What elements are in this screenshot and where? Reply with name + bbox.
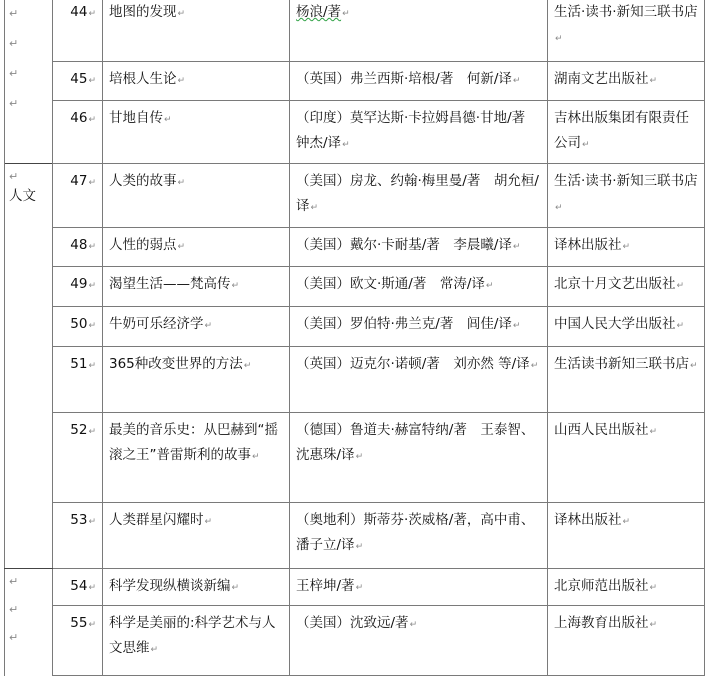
paragraph-mark: ↵: [649, 620, 658, 630]
paragraph-mark: ↵: [310, 203, 319, 213]
table-row: [5, 307, 705, 347]
paragraph-mark: ↵: [88, 9, 96, 19]
author-cell: [290, 228, 548, 267]
publisher-cell: [548, 307, 705, 347]
paragraph-mark: ↵: [177, 9, 186, 19]
book-title: 人类群星闪耀时: [109, 512, 204, 528]
book-author: （美国）房龙、约翰·梅里曼/著 胡允桓/译: [296, 173, 539, 214]
paragraph-mark: ↵: [252, 452, 260, 462]
table-row: [5, 101, 705, 164]
book-author: （奥地利）斯蒂芬·茨威格/著，高中甫、潘子立/译: [296, 512, 535, 553]
book-publisher: 生活读书新知三联书店: [554, 356, 689, 372]
row-number: 47: [70, 173, 88, 189]
category-cell-bottom: [5, 569, 53, 676]
paragraph-mark: ↵: [512, 76, 521, 86]
author-cell: [290, 307, 548, 347]
paragraph-mark: ↵: [690, 361, 698, 371]
row-number: 50: [70, 316, 88, 332]
paragraph-mark: ↵: [622, 242, 631, 252]
paragraph-mark: ↵: [88, 517, 96, 527]
title-cell: [103, 503, 290, 569]
paragraph-mark: ↵: [243, 361, 252, 371]
title-cell: [103, 101, 290, 164]
author-cell: [290, 267, 548, 307]
paragraph-mark: ↵: [177, 242, 186, 252]
paragraph-mark: ↵: [355, 542, 364, 552]
paragraph-mark: ↵: [204, 321, 213, 331]
paragraph-mark: ↵: [9, 603, 19, 616]
paragraph-mark: ↵: [150, 645, 159, 655]
publisher-cell: [548, 606, 705, 676]
row-number: 54: [70, 578, 88, 594]
row-number: 48: [70, 237, 88, 253]
author-cell: [290, 606, 548, 676]
row-number-cell: [53, 569, 103, 606]
author-cell: [290, 347, 548, 413]
publisher-cell: [548, 503, 705, 569]
row-number: 55: [70, 615, 88, 631]
title-cell: [103, 164, 290, 228]
book-title: 365种改变世界的方法: [109, 356, 243, 372]
row-number-cell: [53, 503, 103, 569]
paragraph-mark: ↵: [204, 517, 213, 527]
book-publisher: 山西人民出版社: [554, 422, 649, 438]
row-number-cell: [53, 606, 103, 676]
row-number-cell: [53, 164, 103, 228]
paragraph-mark: ↵: [177, 76, 186, 86]
book-author: （英国）迈克尔·诺顿/著 刘亦然 等/译: [296, 356, 530, 372]
row-number: 44: [70, 4, 88, 20]
paragraph-mark: ↵: [88, 620, 96, 630]
book-author: （印度）莫罕达斯·卡拉姆昌德·甘地/著 钟杰/译: [296, 110, 539, 151]
paragraph-mark: ↵: [409, 620, 418, 630]
book-author: （美国）罗伯特·弗兰克/著 闾佳/译: [296, 316, 512, 332]
book-author: （美国）欧文·斯通/著 常涛/译: [296, 276, 485, 292]
paragraph-mark: ↵: [88, 281, 96, 291]
table-row: [5, 413, 705, 503]
publisher-cell: [548, 164, 705, 228]
paragraph-mark: ↵: [9, 66, 19, 80]
author-cell: [290, 62, 548, 101]
paragraph-mark: ↵: [355, 452, 364, 462]
paragraph-mark: ↵: [582, 140, 590, 150]
row-number: 53: [70, 512, 88, 528]
author-cell: [290, 503, 548, 569]
book-publisher: 吉林出版集团有限责任公司: [554, 110, 689, 151]
paragraph-mark: ↵: [9, 96, 19, 110]
title-cell: [103, 267, 290, 307]
paragraph-mark: ↵: [555, 34, 563, 44]
table-row: [5, 347, 705, 413]
row-number: 49: [70, 276, 88, 292]
paragraph-mark: ↵: [676, 281, 685, 291]
paragraph-mark: ↵: [649, 427, 658, 437]
title-cell: [103, 228, 290, 267]
paragraph-mark: ↵: [649, 583, 658, 593]
paragraph-mark: ↵: [9, 36, 19, 50]
book-author: 杨浪/著: [296, 4, 342, 20]
publisher-cell: [548, 0, 705, 62]
table-row: [5, 569, 705, 606]
title-cell: [103, 569, 290, 606]
paragraph-mark: ↵: [622, 517, 631, 527]
book-title: 人类的故事: [109, 173, 177, 189]
book-title: 科学是美丽的:科学艺术与人文思维: [109, 615, 276, 656]
paragraph-mark: ↵: [485, 281, 494, 291]
paragraph-mark: ↵: [649, 76, 658, 86]
publisher-cell: [548, 101, 705, 164]
book-publisher: 译林出版社: [554, 237, 622, 253]
book-author: （德国）鲁道夫·赫富特纳/著 王泰智、沈惠珠/译: [296, 422, 535, 463]
paragraph-mark: ↵: [88, 76, 96, 86]
book-author: 王梓坤/著: [296, 578, 355, 594]
row-number: 46: [70, 110, 88, 126]
category-cell-humanities: [5, 164, 53, 569]
row-number-cell: [53, 413, 103, 503]
row-number-cell: [53, 62, 103, 101]
publisher-cell: [548, 347, 705, 413]
paragraph-mark: ↵: [355, 583, 364, 593]
publisher-cell: [548, 569, 705, 606]
publisher-cell: [548, 267, 705, 307]
paragraph-mark: ↵: [88, 178, 96, 188]
book-title: 牛奶可乐经济学: [109, 316, 204, 332]
book-title: 地图的发现: [109, 4, 177, 20]
publisher-cell: [548, 228, 705, 267]
row-number: 45: [70, 71, 88, 87]
paragraph-mark: ↵: [88, 583, 96, 593]
paragraph-mark: ↵: [88, 321, 96, 331]
paragraph-mark: ↵: [342, 9, 350, 19]
table-row: [5, 62, 705, 101]
row-number: 52: [70, 422, 88, 438]
book-publisher: 湖南文艺出版社: [554, 71, 649, 87]
row-number-cell: [53, 101, 103, 164]
book-publisher: 生活·读书·新知三联书店: [554, 173, 698, 189]
book-title: 培根人生论: [109, 71, 177, 87]
author-cell: [290, 413, 548, 503]
title-cell: [103, 62, 290, 101]
book-title: 渴望生活——梵高传: [109, 276, 231, 292]
paragraph-mark: ↵: [555, 203, 563, 213]
category-label: 人文: [9, 188, 36, 204]
book-list-table: [4, 0, 705, 676]
book-author: （英国）弗兰西斯·培根/著 何新/译: [296, 71, 512, 87]
title-cell: [103, 606, 290, 676]
paragraph-mark: ↵: [88, 361, 96, 371]
table-row: [5, 0, 705, 62]
table-row: [5, 164, 705, 228]
publisher-cell: [548, 62, 705, 101]
author-cell: [290, 101, 548, 164]
book-publisher: 生活·读书·新知三联书店: [554, 4, 698, 20]
paragraph-mark: ↵: [676, 321, 685, 331]
paragraph-mark: ↵: [342, 140, 350, 150]
row-number: 51: [70, 356, 88, 372]
title-cell: [103, 307, 290, 347]
row-number-cell: [53, 228, 103, 267]
author-cell: [290, 569, 548, 606]
row-number-cell: [53, 347, 103, 413]
author-cell: [290, 164, 548, 228]
table-row: [5, 606, 705, 676]
table-row: [5, 503, 705, 569]
paragraph-mark: ↵: [9, 170, 19, 183]
paragraph-mark: ↵: [177, 178, 186, 188]
book-publisher: 上海教育出版社: [554, 615, 649, 631]
book-author: （美国）沈致远/著: [296, 615, 409, 631]
book-publisher: 北京师范出版社: [554, 578, 649, 594]
paragraph-mark: ↵: [530, 361, 539, 371]
paragraph-mark: ↵: [9, 6, 19, 20]
row-number-cell: [53, 267, 103, 307]
book-title: 最美的音乐史：从巴赫到“摇滚之王”普雷斯利的故事: [109, 422, 278, 463]
title-cell: [103, 0, 290, 62]
title-cell: [103, 347, 290, 413]
paragraph-mark: ↵: [88, 427, 96, 437]
row-number-cell: [53, 307, 103, 347]
paragraph-mark: ↵: [164, 115, 172, 125]
paragraph-mark: ↵: [231, 281, 240, 291]
author-cell: [290, 0, 548, 62]
paragraph-mark: ↵: [9, 575, 19, 588]
paragraph-mark: ↵: [88, 115, 96, 125]
book-publisher: 中国人民大学出版社: [554, 316, 676, 332]
paragraph-mark: ↵: [512, 321, 521, 331]
book-title: 科学发现纵横谈新编: [109, 578, 231, 594]
paragraph-mark: ↵: [512, 242, 521, 252]
book-publisher: 译林出版社: [554, 512, 622, 528]
table-row: [5, 267, 705, 307]
book-author: （美国）戴尔·卡耐基/著 李晨曦/译: [296, 237, 512, 253]
paragraph-mark: ↵: [231, 583, 240, 593]
book-publisher: 北京十月文艺出版社: [554, 276, 676, 292]
row-number-cell: [53, 0, 103, 62]
book-title: 甘地自传: [109, 110, 163, 126]
table-row: [5, 228, 705, 267]
publisher-cell: [548, 413, 705, 503]
paragraph-mark: ↵: [9, 631, 19, 644]
book-title: 人性的弱点: [109, 237, 177, 253]
category-cell-top: [5, 0, 53, 164]
paragraph-mark: ↵: [88, 242, 96, 252]
title-cell: [103, 413, 290, 503]
